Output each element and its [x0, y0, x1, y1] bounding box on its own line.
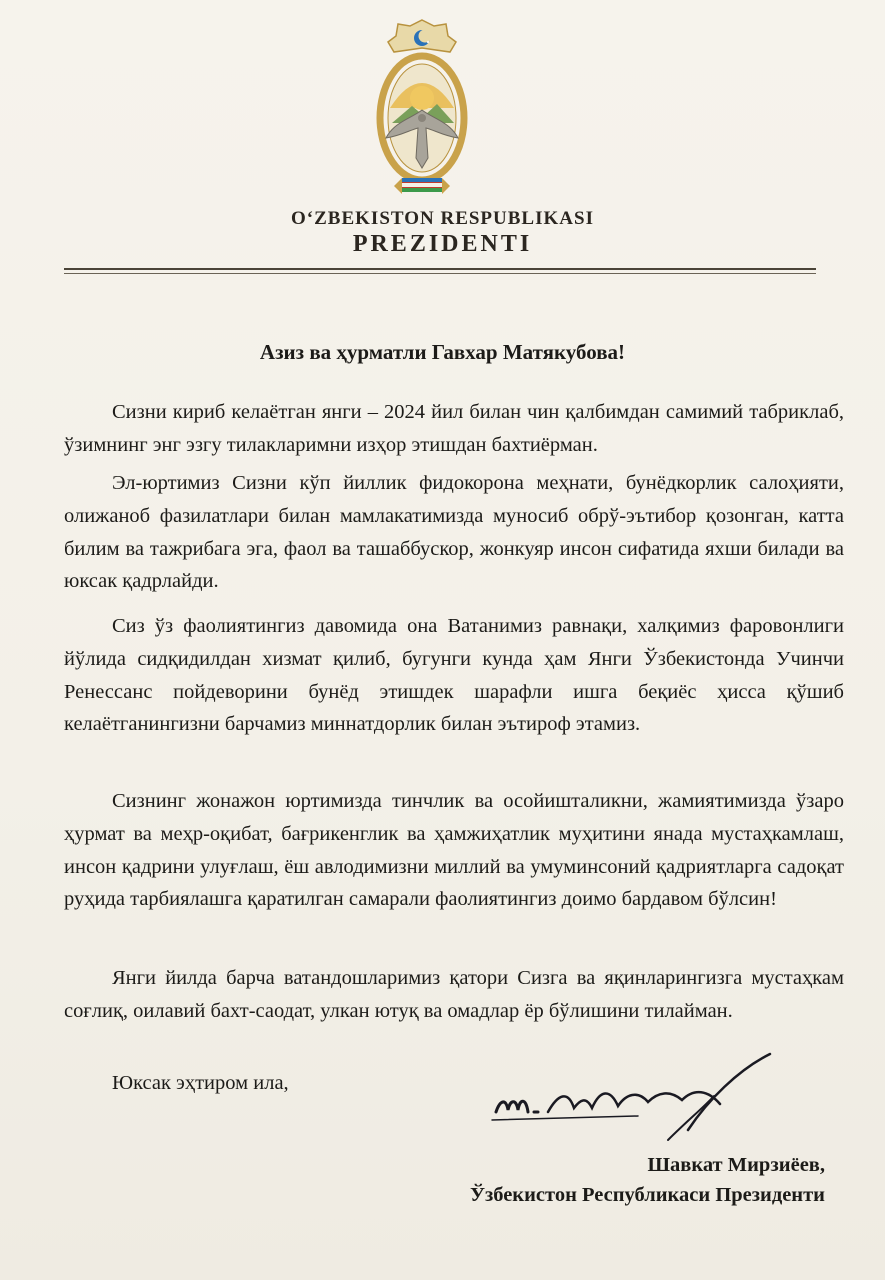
closing-phrase: Юксак эҳтиром ила,	[112, 1072, 289, 1094]
signer-name: Шавкат Мирзиёев,	[647, 1154, 825, 1176]
header-divider-thin	[64, 273, 816, 274]
letterhead-country: O‘ZBEKISTON RESPUBLIKASI	[291, 208, 594, 229]
body-paragraph: Сизнинг жонажон юртимизда тинчлик ва осойишталикни, жамиятимизда ўзаро ҳурмат ва меҳр-оқибат, бағрикенглик ва ҳамжиҳатлик муҳитини янада мустаҳкамлаш, инсон қадрини улуғлаш, ёш авлодимизни миллий ва умуминсоний қадриятларга садоқат руҳида тарбиялашга қаратилган самарали фаолиятингиз доимо бардавом бўлсин!	[64, 790, 844, 911]
salutation: Азиз ва ҳурматли Гавхар Матякубова!	[259, 340, 626, 364]
body-paragraph: Янги йилда барча ватандошларимиз қатори Сизга ва яқинларингизга мустаҳкам соғлиқ, оилавий бахт-саодат, улкан ютуқ ва омадлар ёр бўлишини тилайман.	[64, 967, 844, 1022]
body-paragraph: Сиз ўз фаолиятингиз давомида она Ватанимиз равнақи, халқимиз фаровонлиги йўлида сидқидилдан хизмат қилиб, бугунги кунда ҳам Янги Ўзбекистонда Учинчи Ренессанс пойдеворини бунёд этишдек шарафли ишга беқиёс ҳисса қўшиб келаётганингизни барчамиз миннатдорлик билан эътироф этамиз.	[64, 615, 844, 736]
body-paragraph: Эл-юртимиз Сизни кўп йиллик фидокорона меҳнати, бунёдкорлик салоҳияти, олижаноб фазилатлари билан мамлакатимизда муносиб обрў-эътибор қозонган, катта билим ва тажрибага эга, фаол ва ташаббускор, жонкуяр инсон сифатида яхши билади ва юксак қадрлайди.	[64, 472, 844, 593]
signer-title: Ўзбекистон Республикаси Президенти	[469, 1184, 825, 1206]
signer-block	[470, 1150, 825, 1210]
state-emblem-icon	[372, 18, 472, 208]
handwritten-signature-icon	[488, 1050, 788, 1160]
letterhead-office: PREZIDENTI	[352, 231, 533, 257]
header-divider	[64, 268, 816, 270]
body-paragraph: Сизни кириб келаётган янги – 2024 йил билан чин қалбимдан самимий табриклаб, ўзимнинг энг эзгу тилакларимни изҳор этишдан бахтиёрман.	[64, 401, 844, 456]
